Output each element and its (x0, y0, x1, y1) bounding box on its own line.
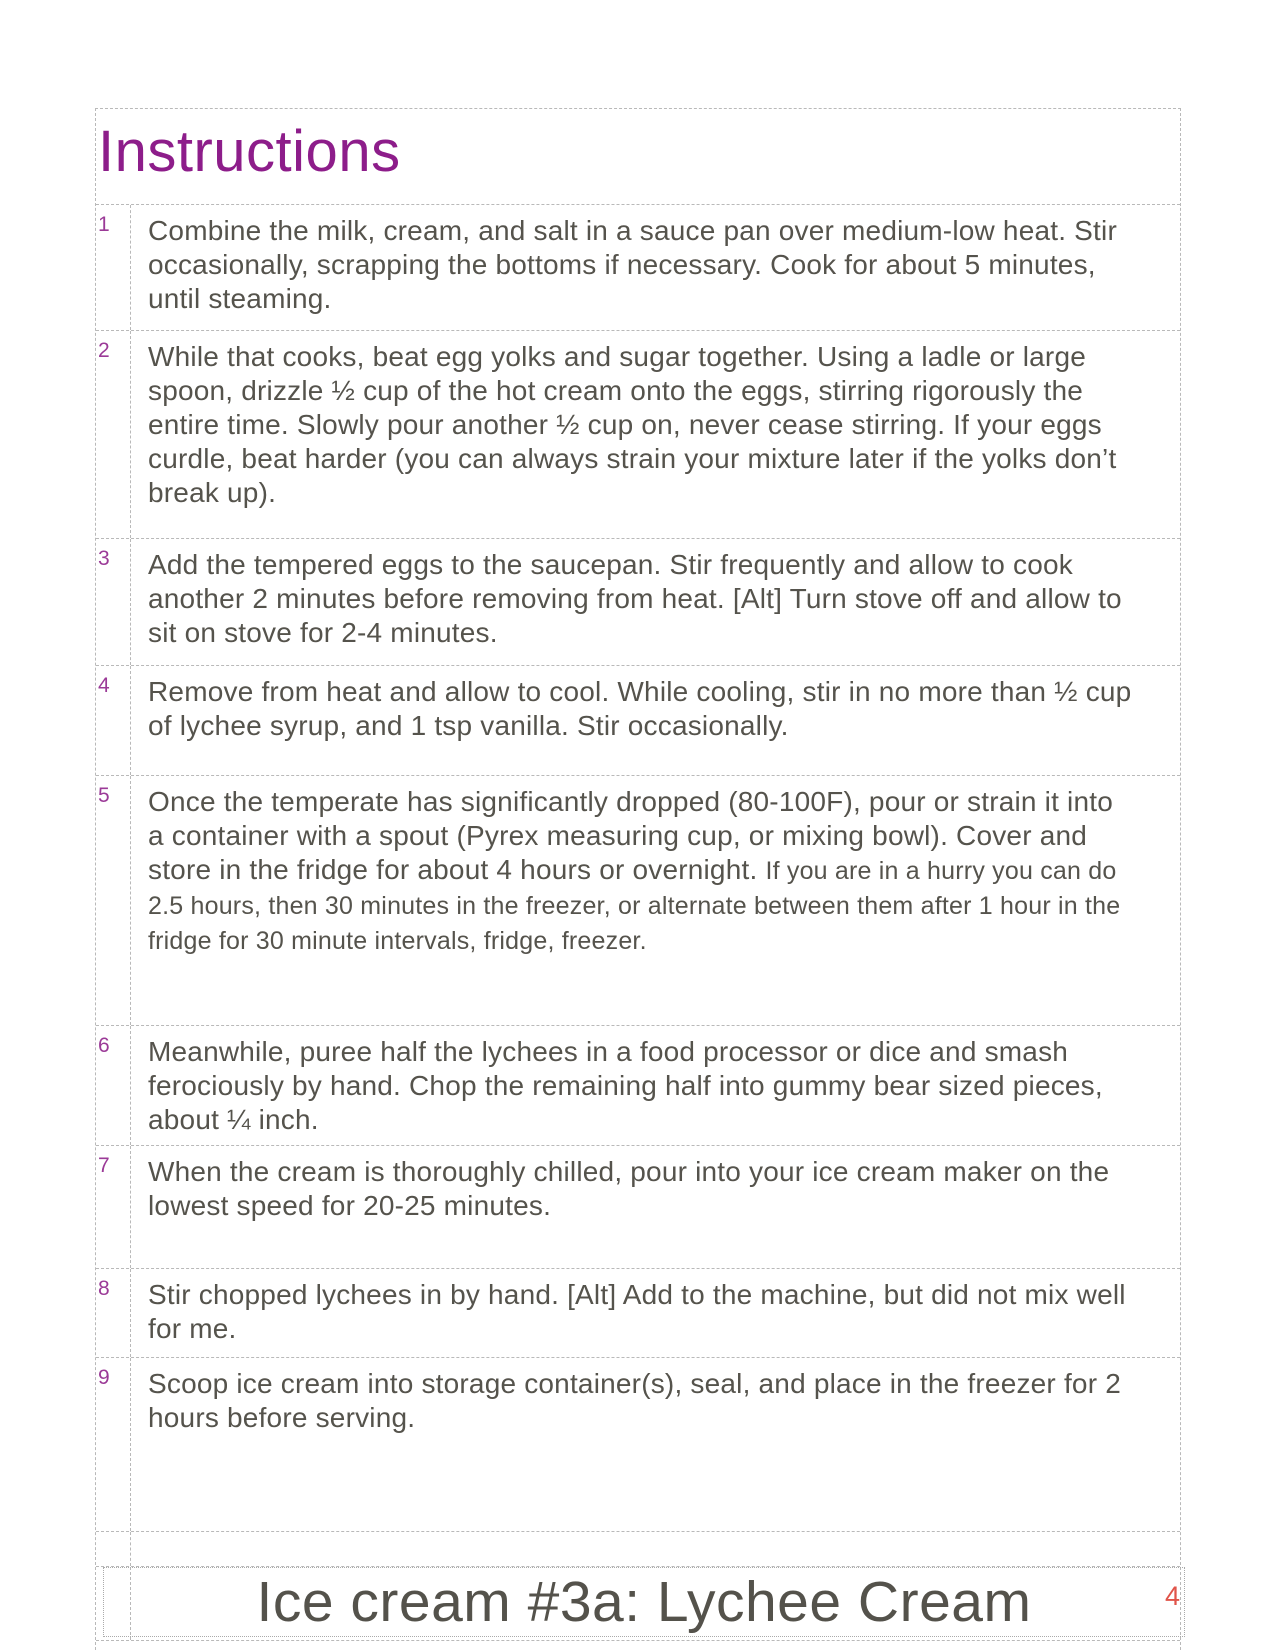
step-text (131, 1269, 1180, 1357)
step-text (131, 1026, 1180, 1145)
step-text-body: Meanwhile, puree half the lychees in a food processor or dice and smash ferociously by hand. Chop the remaining half into gummy bear sized pieces, about ¼ inch. (148, 1036, 1103, 1135)
step-text-body: Once the temperate has significantly dropped (80-100F), pour or strain it into a container with a spout (Pyrex measuring cup, or mixing bowl). Cover and store in the fridge for about 4 hours or overnight. (148, 786, 1113, 885)
footer-title-box (103, 1567, 1185, 1637)
step-number: 4 (96, 666, 131, 775)
step-row-9 (96, 1358, 1180, 1532)
step-text-note: If you are in a hurry you can do 2.5 hours, then 30 minutes in the freezer, or alternate between them after 1 hour in the fridge for 30 minute intervals, fridge, freezer. (148, 857, 1121, 955)
step-row-4 (96, 666, 1180, 776)
page-number: 4 (1164, 1581, 1180, 1611)
step-text-body: Add the tempered eggs to the saucepan. Stir frequently and allow to cook another 2 minutes before removing from heat. [Alt] Turn stove off and allow to sit on stove for 2-4 minutes. (148, 549, 1122, 648)
step-row-2 (96, 331, 1180, 539)
step-number: 5 (96, 776, 131, 1025)
title-row (96, 109, 1180, 205)
step-text-body: While that cooks, beat egg yolks and sugar together. Using a ladle or large spoon, drizzle ½ cup of the hot cream onto the eggs, stirring rigorously the entire time. Slowly pour another ½ cup on, never cease stirring. If your eggs curdle, beat harder (you can always strain your mixture later if the yolks don’t break up). (148, 341, 1117, 508)
page-title: Instructions (98, 119, 401, 184)
step-row-5 (96, 776, 1180, 1026)
step-text-body: Scoop ice cream into storage container(s), seal, and place in the freezer for 2 hours before serving. (148, 1368, 1121, 1433)
step-number: 8 (96, 1269, 131, 1357)
footer-title: Ice cream #3a: Lychee Cream (256, 1570, 1032, 1634)
step-row-7 (96, 1146, 1180, 1269)
step-text-body: When the cream is thoroughly chilled, pour into your ice cream maker on the lowest speed for 20-25 minutes. (148, 1156, 1110, 1221)
empty-text-cell (131, 1532, 1180, 1566)
step-number: 6 (96, 1026, 131, 1145)
empty-number-cell (96, 1532, 131, 1566)
step-row-3 (96, 539, 1180, 666)
step-row-1 (96, 205, 1180, 331)
step-text (131, 1146, 1180, 1268)
step-text (131, 539, 1180, 665)
step-text (131, 1358, 1180, 1531)
empty-row (96, 1532, 1180, 1567)
step-text (131, 776, 1180, 1025)
step-text (131, 331, 1180, 538)
step-text (131, 205, 1180, 330)
instructions-table (95, 108, 1181, 1650)
step-number: 3 (96, 539, 131, 665)
step-number: 9 (96, 1358, 131, 1531)
step-row-6 (96, 1026, 1180, 1146)
step-number: 1 (96, 205, 131, 330)
step-text-body: Combine the milk, cream, and salt in a sauce pan over medium-low heat. Stir occasionally, scrapping the bottoms if necessary. Cook for about 5 minutes, until steaming. (148, 215, 1117, 314)
step-text-body: Stir chopped lychees in by hand. [Alt] Add to the machine, but did not mix well for me. (148, 1279, 1126, 1344)
step-number: 2 (96, 331, 131, 538)
step-number: 7 (96, 1146, 131, 1268)
step-text-body: Remove from heat and allow to cool. While cooling, stir in no more than ½ cup of lychee syrup, and 1 tsp vanilla. Stir occasionally. (148, 676, 1132, 741)
step-row-8 (96, 1269, 1180, 1358)
step-text (131, 666, 1180, 775)
